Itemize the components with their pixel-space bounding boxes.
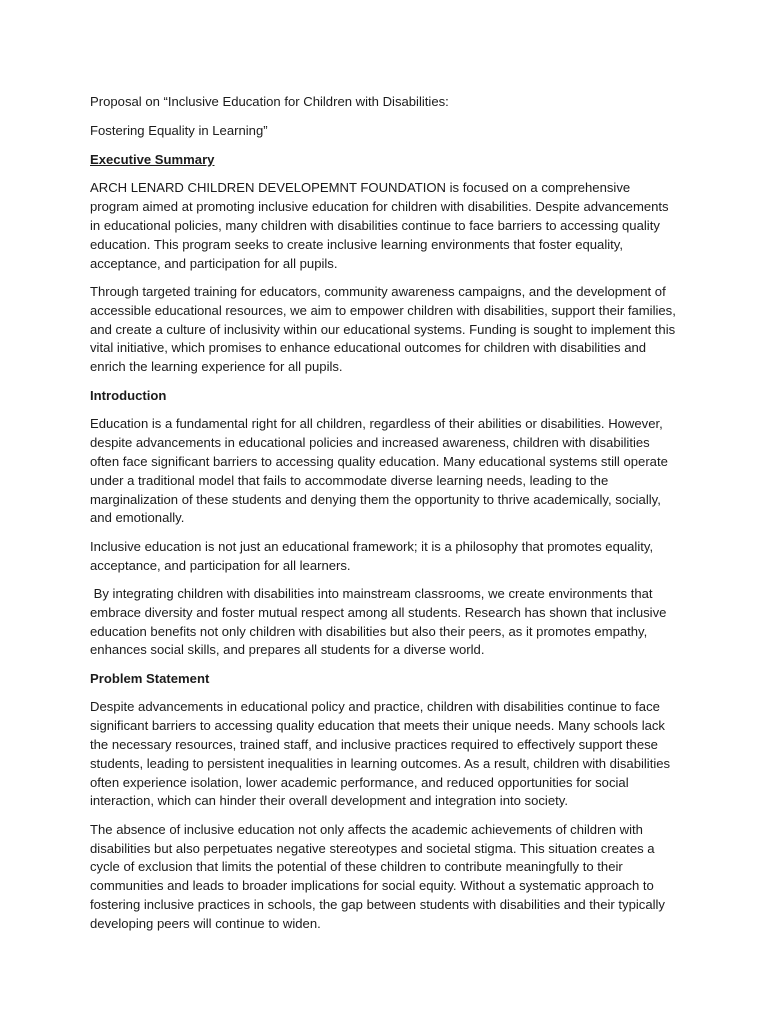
- executive-summary-paragraph-1: ARCH LENARD CHILDREN DEVELOPEMNT FOUNDATION is focused on a comprehensive program aimed at promoting inclusive education for children with disabilities. Despite advancements in educational policies, many children with disabilities continue to face barriers to accessing quality education. This program seeks to create inclusive learning environments that foster equality, acceptance, and participation for all pupils.: [90, 180, 669, 271]
- problem-statement-paragraph-2: The absence of inclusive education not only affects the academic achievements of children with disabilities but also perpetuates negative stereotypes and societal stigma. This situation creates a cycle of exclusion that limits the potential of these children to contribute meaningfully to their communities and leads to broader implications for social equity. Without a systematic approach to fostering inclusive practices in schools, the gap between students with disabilities and their typically developing peers will continue to widen.: [90, 821, 665, 931]
- problem-statement-paragraph-1: Despite advancements in educational policy and practice, children with disabilities continue to face significant barriers to accessing quality education that meets their unique needs. Many schools lack the necessary resources, trained staff, and inclusive practices required to effectively support these students, leading to persistent inequalities in learning outcomes. As a result, children with disabilities often experience isolation, lower academic performance, and reduced opportunities for social interaction, which can hinder their overall development and integration into society.: [90, 699, 671, 809]
- introduction-heading: Introduction: [90, 387, 167, 403]
- introduction-paragraph-1: Education is a fundamental right for all children, regardless of their abilities or disabilities. However, despite advancements in educational policies and increased awareness, children with disabilities often face significant barriers to accessing quality education. Many educational systems still operate under a traditional model that fails to accommodate diverse learning needs, leading to the marginalization of these students and denying them the opportunity to thrive academically, socially, and emotionally.: [90, 416, 668, 526]
- proposal-title-line-1: Proposal on “Inclusive Education for Children with Disabilities:: [90, 94, 449, 109]
- proposal-title-line-2: Fostering Equality in Learning”: [90, 122, 268, 138]
- introduction-paragraph-3: By integrating children with disabilities into mainstream classrooms, we create environments that embrace diversity and foster mutual respect among all students. Research has shown that inclusive education benefits not only children with disabilities but also their peers, as it promotes empathy, enhances social skills, and prepares all students for a diverse world.: [90, 585, 671, 658]
- problem-statement-heading: Problem Statement: [90, 670, 210, 686]
- introduction-paragraph-2: Inclusive education is not just an educational framework; it is a philosophy that promotes equality, acceptance, and participation for all learners.: [90, 538, 654, 573]
- executive-summary-heading: Executive Summary: [90, 151, 215, 167]
- document-body: [90, 93, 682, 943]
- executive-summary-paragraph-2: Through targeted training for educators, community awareness campaigns, and the development of accessible educational resources, we aim to empower children with disabilities, support their families, and create a culture of inclusivity within our educational systems. Funding is sought to implement this vital initiative, which promises to enhance educational outcomes for children with disabilities and enrich the learning experience for all pupils.: [90, 283, 676, 375]
